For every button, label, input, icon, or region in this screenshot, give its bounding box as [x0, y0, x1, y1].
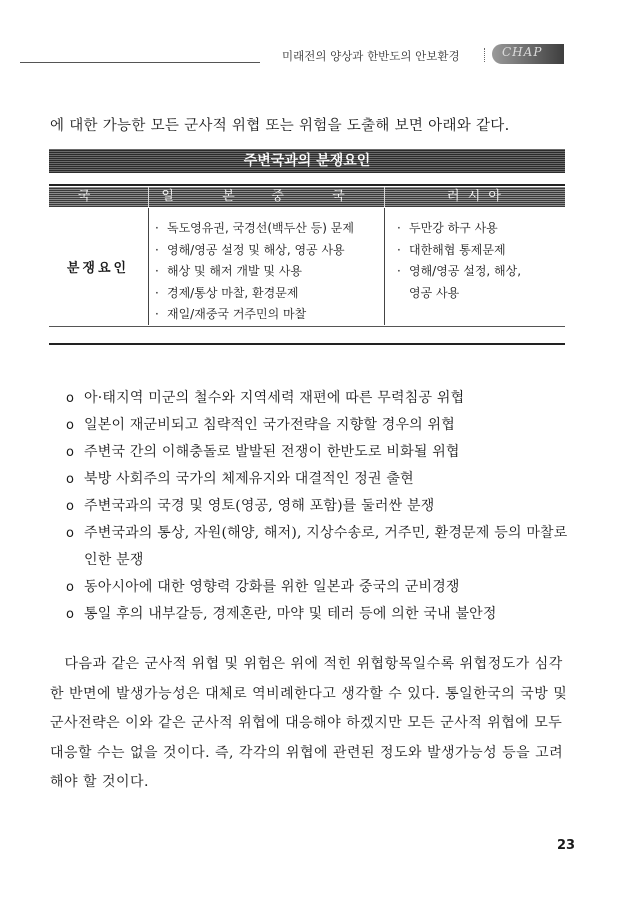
list-item: [66, 385, 568, 412]
bullet-dot: ·: [155, 307, 159, 321]
bullet-dot: ·: [397, 242, 401, 257]
list-item: [66, 466, 568, 493]
table-list-item: [155, 218, 354, 240]
intro-text: 에 대한 가능한 모든 군사적 위협 또는 위험을 도출해 보면 아래와 같다.: [50, 118, 510, 134]
list-item: [66, 412, 568, 439]
bullet-dot: ·: [155, 285, 159, 300]
column-divider: [148, 208, 149, 325]
table-item-text: 영공 사용: [409, 285, 460, 300]
table-item-text: 영해/영공 설정 및 해상, 영공 사용: [167, 242, 345, 257]
list-item: [66, 520, 568, 547]
bullet-marker: o: [66, 607, 75, 622]
bullet-marker: o: [66, 391, 75, 406]
list-item-text: 아·태지역 미군의 철수와 지역세력 재편에 따른 무력침공 위협: [84, 390, 465, 406]
header-divider: [484, 48, 488, 62]
table-list-item: [397, 240, 521, 262]
running-title: 미래전의 양상과 한반도의 안보환경: [282, 49, 460, 63]
header-japan: 일 본: [161, 189, 257, 204]
column-divider: [384, 208, 385, 325]
table-end-rule: [49, 343, 565, 345]
bullet-marker: o: [66, 445, 75, 460]
bullet-marker: o: [66, 580, 75, 595]
list-item-text: 일본이 재군비되고 침략적인 국가전략을 지향할 경우의 위협: [84, 417, 455, 433]
table-list-item: [155, 283, 354, 305]
body-paragraph: [50, 650, 566, 798]
paragraph-line: 다음과 같은 군사적 위협 및 위험은 위에 적힌 위협항목일수록 위협정도가 심각: [50, 656, 563, 672]
bullet-marker: o: [66, 499, 75, 514]
bullet-dot: ·: [155, 221, 159, 235]
table-item-text: 두만강 하구 사용: [409, 221, 498, 235]
list-item-text: 주변국 간의 이해충돌로 발발된 전쟁이 한반도로 비화될 위협: [84, 444, 460, 460]
table-item-text: 해상 및 해저 개발 및 사용: [167, 264, 302, 278]
japan-china-list: [155, 218, 354, 326]
list-item-text: 동아시아에 대한 영향력 강화를 위한 일본과 중국의 군비경쟁: [84, 579, 460, 595]
table-bottom-rule: [49, 326, 565, 327]
list-item-text: 통일 후의 내부갈등, 경제혼란, 마약 및 테러 등에 의한 국내 불안정: [84, 606, 497, 622]
paragraph-line: 한 반면에 발생가능성은 대체로 역비례한다고 생각할 수 있다. 통일한국의 국방 및: [50, 685, 568, 702]
list-item: [66, 439, 568, 466]
bullet-dot: ·: [155, 264, 159, 278]
table-title: 주변국과의 분쟁요인: [49, 149, 565, 173]
list-item: [66, 601, 568, 628]
row-label: 분쟁요인: [66, 261, 130, 276]
table-header-row: [49, 187, 565, 224]
header-rule: [20, 62, 260, 63]
list-item-text: 주변국과의 국경 및 영토(영공, 영해 포함)를 둘러싼 분쟁: [84, 498, 435, 514]
list-item: [66, 493, 568, 520]
list-item-text: 인한 분쟁: [84, 552, 144, 568]
paragraph-line: 군사전략은 이와 같은 군사적 위협에 대응해야 하겠지만 모든 군사적 위협에 모두: [50, 715, 563, 731]
header-country: 국 가: [77, 189, 119, 224]
table-list-item: [397, 218, 521, 240]
list-item: [66, 547, 568, 574]
list-item: [66, 574, 568, 601]
paragraph-line: 해야 할 것이다.: [50, 774, 149, 790]
paragraph-line: 대응할 수는 없을 것이다. 즉, 각각의 위협에 관련된 정도와 발생가능성 등을 고려: [50, 744, 564, 761]
bullet-dot: ·: [397, 264, 401, 278]
table-item-text: 영해/영공 설정, 해상,: [409, 264, 522, 278]
header-japan-china: [149, 187, 379, 207]
table-body-row: [49, 208, 565, 325]
table-item-text: 대한해협 통제문제: [409, 242, 506, 257]
table-item-text: 재일/재중국 거주민의 마찰: [167, 307, 307, 321]
chapter-badge-text: CHAP: [502, 45, 543, 59]
header-russia: 러 시 아: [447, 189, 503, 204]
table-list-item: [155, 240, 354, 262]
table-item-text: 경제/통상 마찰, 환경문제: [167, 285, 299, 300]
list-item-text: 북방 사회주의 국가의 체제유지와 대결적인 정권 출현: [84, 471, 414, 487]
list-item-text: 주변국과의 통상, 자원(해양, 해저), 지상수송로, 거주민, 환경문제 등의 마찰로: [84, 525, 568, 541]
bullet-marker: o: [66, 526, 75, 541]
table-list-item: [155, 304, 354, 326]
bullet-marker: o: [66, 418, 75, 433]
table-item-text: 독도영유권, 국경선(백두산 등) 문제: [167, 221, 354, 235]
table-list-item: [155, 261, 354, 283]
table-list-item: [397, 283, 521, 305]
russia-list: [397, 218, 521, 304]
bullet-marker: o: [66, 472, 75, 487]
bullet-dot: ·: [155, 242, 159, 257]
bullet-dot: ·: [397, 221, 401, 235]
header-china: 중 국: [271, 189, 367, 204]
page-number: 23: [557, 838, 576, 853]
threat-list: [66, 385, 568, 628]
table-top-rule: [49, 184, 565, 186]
table-list-item: [397, 261, 521, 283]
chapter-badge: [492, 44, 564, 64]
